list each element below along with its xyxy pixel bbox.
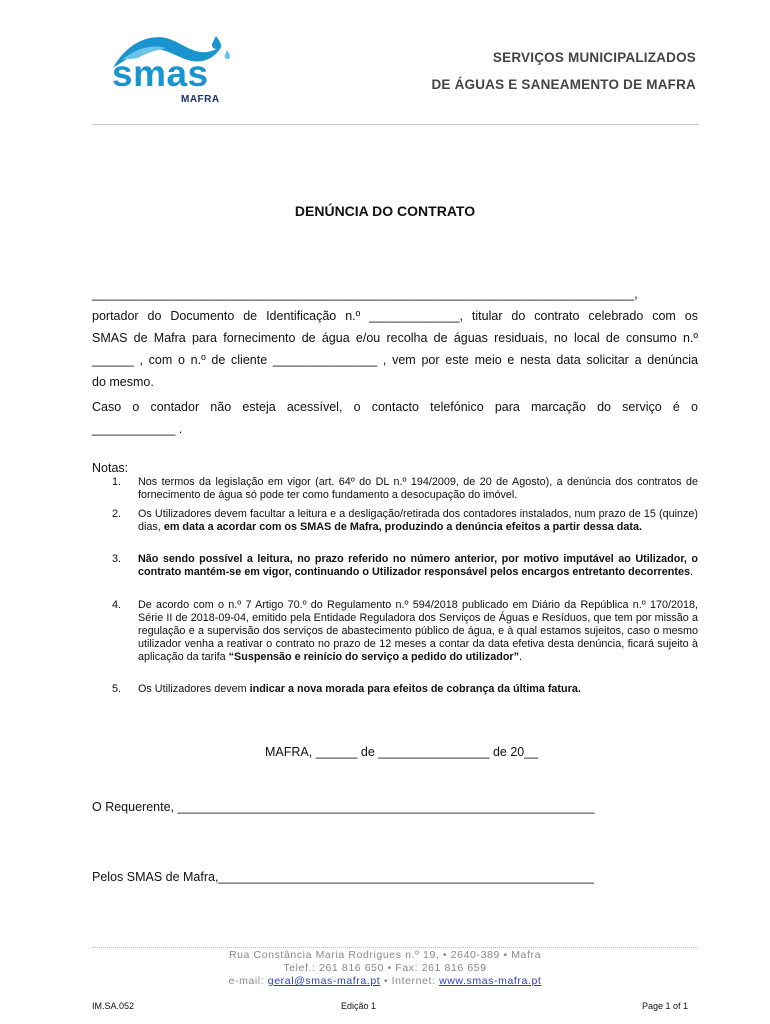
logo-wordmark: smas xyxy=(112,53,209,94)
date-line: MAFRA, ______ de ________________ de 20__ xyxy=(265,745,539,759)
note-text: . xyxy=(519,651,523,663)
document-code: IM.SA.052 xyxy=(92,1001,135,1011)
note-item xyxy=(92,476,698,502)
notes-label: Notas: xyxy=(92,461,129,475)
form-line-3: ______ , com o n.º de cliente _______________ , vem por este meio e nesta data solicitar a denúncia xyxy=(92,353,698,367)
note-item xyxy=(92,599,698,664)
header-line-1: SERVIÇOS MUNICIPALIZADOS xyxy=(492,50,696,65)
website-link[interactable]: www.smas-mafra.pt xyxy=(439,975,542,987)
footer-internet-label: • Internet: xyxy=(380,975,440,987)
note-number: 3. xyxy=(112,553,122,565)
requerente-signature-line: O Requerente, ____________________________________________________________ xyxy=(92,800,595,814)
note-number: 5. xyxy=(112,683,122,695)
contact-line-2: ____________ . xyxy=(92,422,183,436)
header-line-2: DE ÁGUAS E SANEAMENTO DE MAFRA xyxy=(431,77,696,92)
footer-divider xyxy=(92,947,698,948)
note-number: 4. xyxy=(112,599,122,611)
note-text-bold: indicar a nova morada para efeitos de cobrança da última fatura. xyxy=(249,683,581,695)
footer-contact xyxy=(0,949,770,988)
form-paragraph xyxy=(92,283,698,393)
footer-email-label: e-mail: xyxy=(228,975,268,987)
note-text: . xyxy=(689,566,693,578)
page-number: Page 1 of 1 xyxy=(641,1001,688,1011)
note-text-bold: em data a acordar com os SMAS de Mafra, produzindo a denúncia efeitos a partir dessa data. xyxy=(163,521,643,533)
note-text-bold: Não sendo possível a leitura, no prazo referido no número anterior, por motivo imputável ao Utilizador, o contrato mantém-se em vigor, continuando o Utilizador responsável pelos encargos entretanto decorrentes xyxy=(138,553,698,578)
email-link[interactable]: geral@smas-mafra.pt xyxy=(267,975,381,987)
note-text: De acordo com o n.º 7 Artigo 70.º do Regulamento n.º 594/2018 publicado em Diário da República n.º 170/2018, Série II de 2018-09-04, emitido pela Entidade Reguladora dos Serviços de Águas e Resíduos, que tem por missão a regulação e a supervisão dos serviços de abastecimento público de água, e à qual estamos sujeitos, caso o mesmo utilizador venha a reativar o contrato no prazo de 12 meses a contar da data efetiva desta denúncia, ficará sujeito à aplicação da tarifa xyxy=(138,599,698,663)
note-number: 1. xyxy=(112,476,122,488)
form-name-line: ______________________________________________________________________________, xyxy=(92,287,638,301)
footer-address: Rua Constância Maria Rodrigues n.º 19, • 2640-389 • Mafra xyxy=(228,949,542,961)
note-item xyxy=(92,683,698,696)
note-item xyxy=(92,553,698,579)
note-text: Os Utilizadores devem xyxy=(138,683,250,695)
smas-signature-line: Pelos SMAS de Mafra,______________________________________________________ xyxy=(92,870,594,884)
header-divider xyxy=(92,124,698,125)
form-line-2: SMAS de Mafra para fornecimento de água e/ou recolha de águas residuais, no local de consumo n.º xyxy=(92,331,698,345)
form-line-1: portador do Documento de Identificação n.º _____________, titular do contrato celebrado com os xyxy=(92,309,698,323)
form-line-4: do mesmo. xyxy=(92,375,154,389)
note-item xyxy=(92,508,698,534)
note-text: Os Utilizadores devem facultar a leitura e a desligação/retirada dos contadores instalados, num prazo de 15 (quinze) dias, xyxy=(138,508,698,533)
contact-paragraph xyxy=(92,396,698,440)
document-title: DENÚNCIA DO CONTRATO xyxy=(294,203,476,219)
logo-subtitle: MAFRA xyxy=(181,94,220,105)
note-text: Nos termos da legislação em vigor (art. 64º do DL n.º 194/2009, de 20 de Agosto), a denúncia dos contratos de fornecimento de água só pode ter como fundamento a desocupação do imóvel. xyxy=(138,476,698,501)
contact-line-1: Caso o contador não esteja acessível, o contacto telefónico para marcação do serviço é o xyxy=(92,400,698,414)
note-number: 2. xyxy=(112,508,122,520)
edition-label: Edição 1 xyxy=(341,1001,377,1011)
note-text-bold: “Suspensão e reinício do serviço a pedido do utilizador” xyxy=(228,651,520,663)
footer-phones: Telef.: 261 816 650 • Fax: 261 816 659 xyxy=(283,962,487,974)
